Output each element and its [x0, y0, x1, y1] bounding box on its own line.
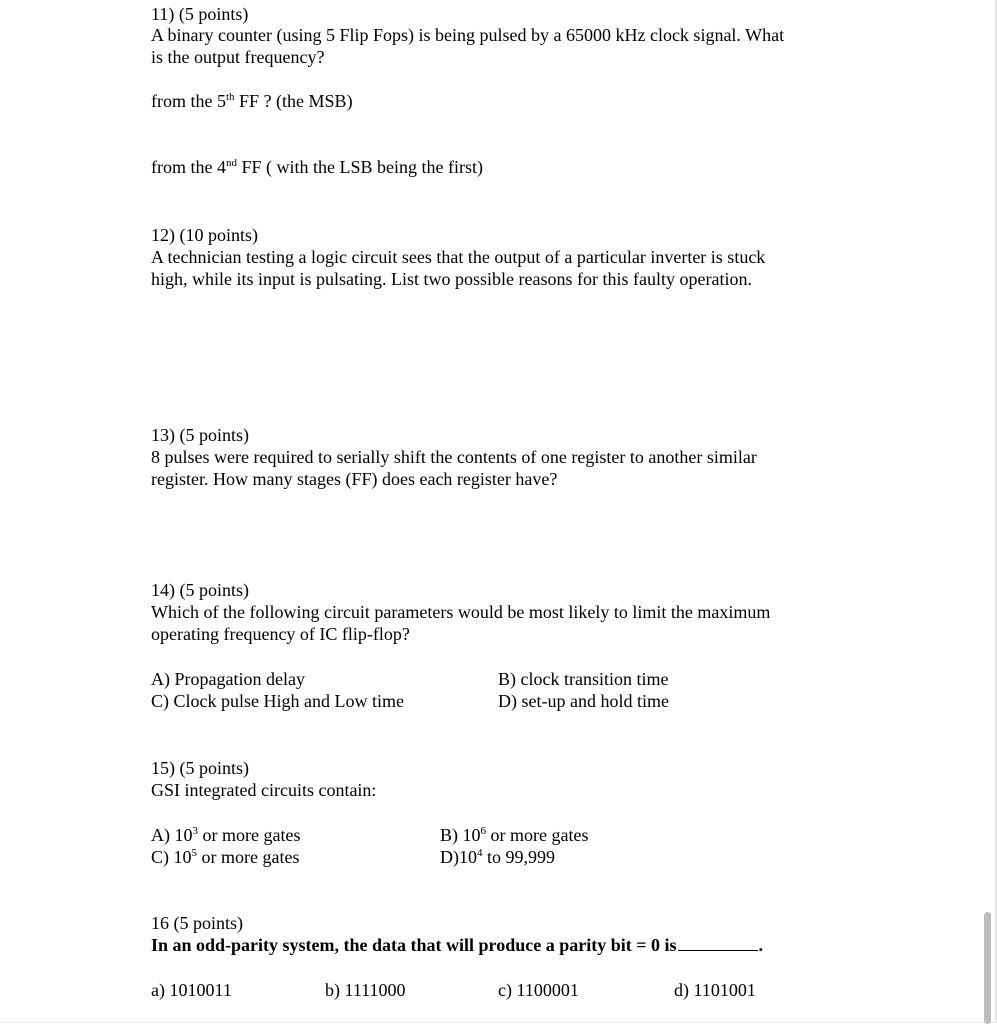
q11-sub1-text: from the 5 [151, 91, 226, 111]
q11-text-line1: A binary counter (using 5 Flip Fops) is being pulsed by a 65000 kHz clock signal. What [151, 25, 785, 45]
q15-option-b-text-end: or more gates [486, 825, 589, 845]
q15-text-line1: GSI integrated circuits contain: [151, 780, 377, 800]
q14-text-line1: Which of the following circuit parameters would be most likely to limit the maximum [151, 602, 771, 622]
q13-text-line1: 8 pulses were required to serially shift the contents of one register to another similar [151, 447, 757, 467]
q14-option-c: C) Clock pulse High and Low time [151, 691, 404, 711]
q15-option-b [440, 824, 588, 846]
q11-sub1-text-end: FF ? (the MSB) [234, 91, 353, 111]
q13-header: 13) (5 points) [151, 425, 249, 445]
q14-text-line2: operating frequency of IC flip-flop? [151, 624, 410, 644]
q16-option-c: c) 1100001 [498, 980, 579, 1000]
q15-option-a-text-end: or more gates [198, 825, 301, 845]
q11-header: 11) (5 points) [151, 4, 249, 24]
q15-option-d-exponent: 4 [477, 847, 483, 859]
q12-text-line2: high, while its input is pulsating. List two possible reasons for this faulty operation. [151, 269, 752, 289]
q15-option-c-exponent: 5 [191, 847, 197, 859]
q11-sub1-superscript: th [225, 91, 235, 103]
q16-header: 16 (5 points) [151, 913, 243, 933]
q16-question-text: In an odd-parity system, the data that will produce a parity bit = 0 is [151, 935, 677, 955]
q16-text-line1 [151, 934, 763, 956]
q15-option-a [151, 824, 300, 846]
q14-option-b: B) clock transition time [498, 669, 669, 689]
q11-sub2-text-end: FF ( with the LSB being the first) [236, 157, 483, 177]
q16-answer-blank [678, 936, 758, 951]
q13-text-line2: register. How many stages (FF) does each register have? [151, 469, 558, 489]
q12-header: 12) (10 points) [151, 225, 258, 245]
q16-option-d: d) 1101001 [674, 980, 756, 1000]
q15-option-d-text-end: to 99,999 [482, 847, 556, 867]
q16-option-b: b) 1111000 [325, 980, 406, 1000]
vertical-scrollbar[interactable] [984, 912, 991, 1024]
q11-subquestion-4th [151, 156, 483, 178]
q15-option-c-text-end: or more gates [197, 847, 300, 867]
q15-option-c-text: C) 10 [151, 847, 192, 867]
q16-question-end: . [758, 935, 763, 955]
q14-option-d: D) set-up and hold time [498, 691, 669, 711]
q15-option-d-text: D)10 [440, 847, 477, 867]
q14-header: 14) (5 points) [151, 580, 249, 600]
q15-option-c [151, 846, 299, 868]
q11-sub2-text: from the 4 [151, 157, 226, 177]
q11-sub2-superscript: nd [225, 157, 237, 169]
q11-subquestion-msb [151, 90, 353, 112]
q15-option-b-text: B) 10 [440, 825, 481, 845]
q15-option-d [440, 846, 555, 868]
q15-header: 15) (5 points) [151, 758, 249, 778]
q15-option-a-exponent: 3 [192, 825, 198, 837]
q14-option-a: A) Propagation delay [151, 669, 305, 689]
q15-option-b-exponent: 6 [480, 825, 486, 837]
q11-text-line2: is the output frequency? [151, 47, 325, 67]
q12-text-line1: A technician testing a logic circuit sees that the output of a particular inverter is stuck [151, 247, 766, 267]
q15-option-a-text: A) 10 [151, 825, 193, 845]
q16-option-a: a) 1010011 [151, 980, 232, 1000]
